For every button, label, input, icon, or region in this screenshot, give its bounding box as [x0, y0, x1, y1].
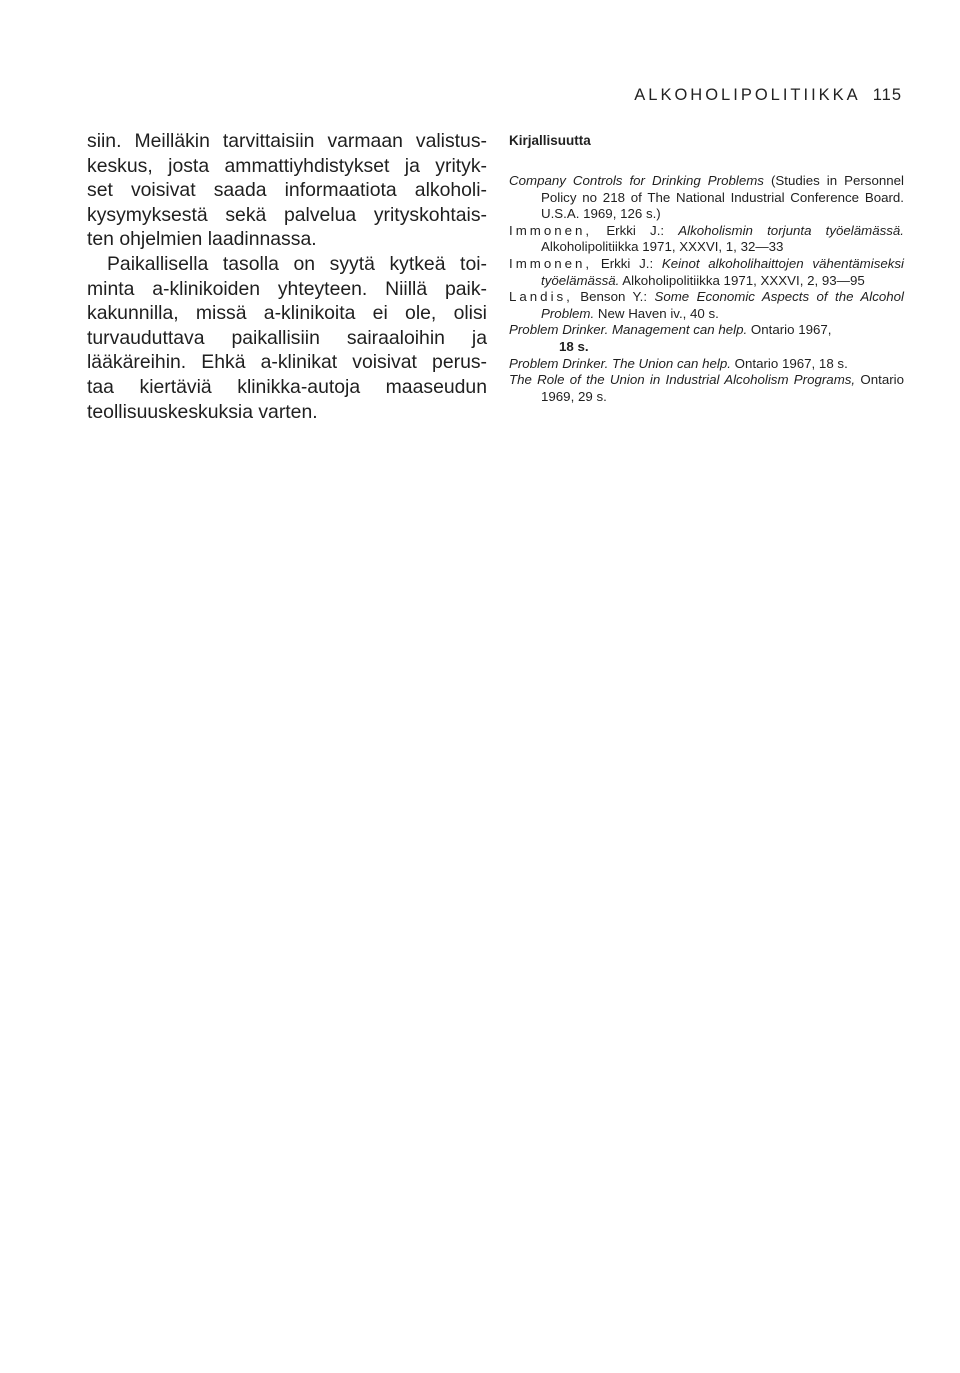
reference-item	[509, 322, 904, 355]
reference-details: Alkoholipolitiikka 1971, XXXVI, 1, 32—33	[541, 239, 784, 255]
references-heading: Kirjallisuutta	[509, 133, 591, 148]
reference-title: Problem Drinker. Management can help.	[509, 322, 748, 338]
reference-details: New Haven iv., 40 s.	[594, 305, 719, 321]
reference-title: Keinot alkoholihaittojen vähentämiseksi työelämässä.	[541, 255, 904, 288]
body-line: keskus, josta ammattiyhdistykset ja yrityk-	[87, 154, 487, 177]
reference-title: Problem Drinker. The Union can help.	[509, 355, 731, 371]
reference-author: Immonen,	[509, 255, 593, 271]
running-head	[634, 86, 902, 105]
reference-item	[509, 289, 904, 322]
reference-details: Ontario 1969, 29 s.	[541, 372, 904, 404]
reference-title: Company Controls for Drinking Problems	[509, 173, 764, 188]
body-line: kakunnilla, missä a-klinikoita ei ole, olisi	[87, 302, 487, 325]
reference-details: Ontario 1967,	[747, 322, 832, 338]
reference-details: Alkoholipolitiikka 1971, XXXVI, 2, 93—95	[619, 272, 865, 288]
page-number: 115	[872, 86, 902, 104]
reference-author-rest: Erkki J.:	[592, 255, 662, 271]
references-column	[509, 133, 904, 405]
reference-item	[509, 372, 904, 405]
reference-details: (Studies in Personnel Policy no 218 of The National Industrial Conference Board. U.S.A. 1969, 126 s.)	[541, 173, 904, 222]
reference-author-rest: Erkki J.:	[592, 222, 679, 238]
body-line: ten ohjelmien laadinnassa.	[87, 228, 317, 251]
reference-title: The Role of the Union in Industrial Alcoholism Programs,	[509, 372, 856, 388]
reference-title: Some Economic Aspects of the Alcohol Problem.	[541, 289, 904, 321]
body-line: turvauduttava paikallisiin sairaaloihin ja	[87, 326, 487, 349]
body-line: Paikallisella tasolla on syytä kytkeä toi-	[107, 252, 487, 275]
reference-item	[509, 256, 904, 289]
body-line: teollisuuskeskuksia varten.	[87, 400, 318, 423]
reference-author-rest: Benson Y.:	[572, 289, 655, 305]
body-text-column	[87, 129, 487, 424]
body-line: minta a-klinikoiden yhteyteen. Niillä paik-	[87, 277, 487, 300]
reference-item	[509, 223, 904, 256]
body-line: kysymyksestä sekä palvelua yrityskohtais-	[87, 203, 487, 226]
reference-details: Ontario 1967, 18 s.	[730, 355, 848, 371]
reference-item	[509, 173, 904, 223]
body-line: set voisivat saada informaatiota alkoholi-	[87, 179, 487, 202]
reference-title: Alkoholismin torjunta työelämässä.	[678, 222, 904, 238]
reference-author: Immonen,	[509, 222, 593, 238]
running-title: ALKOHOLIPOLITIIKKA	[634, 86, 861, 104]
reference-author: Landis,	[509, 289, 573, 305]
body-line: siin. Meilläkin tarvittaisiin varmaan valistus-	[87, 130, 487, 152]
reference-pages: 18 s.	[559, 338, 589, 354]
body-line: lääkäreihin. Ehkä a-klinikat voisivat perus-	[87, 351, 487, 374]
reference-item	[509, 356, 904, 373]
body-line: taa kiertäviä klinikka-autoja maaseudun	[87, 375, 487, 398]
